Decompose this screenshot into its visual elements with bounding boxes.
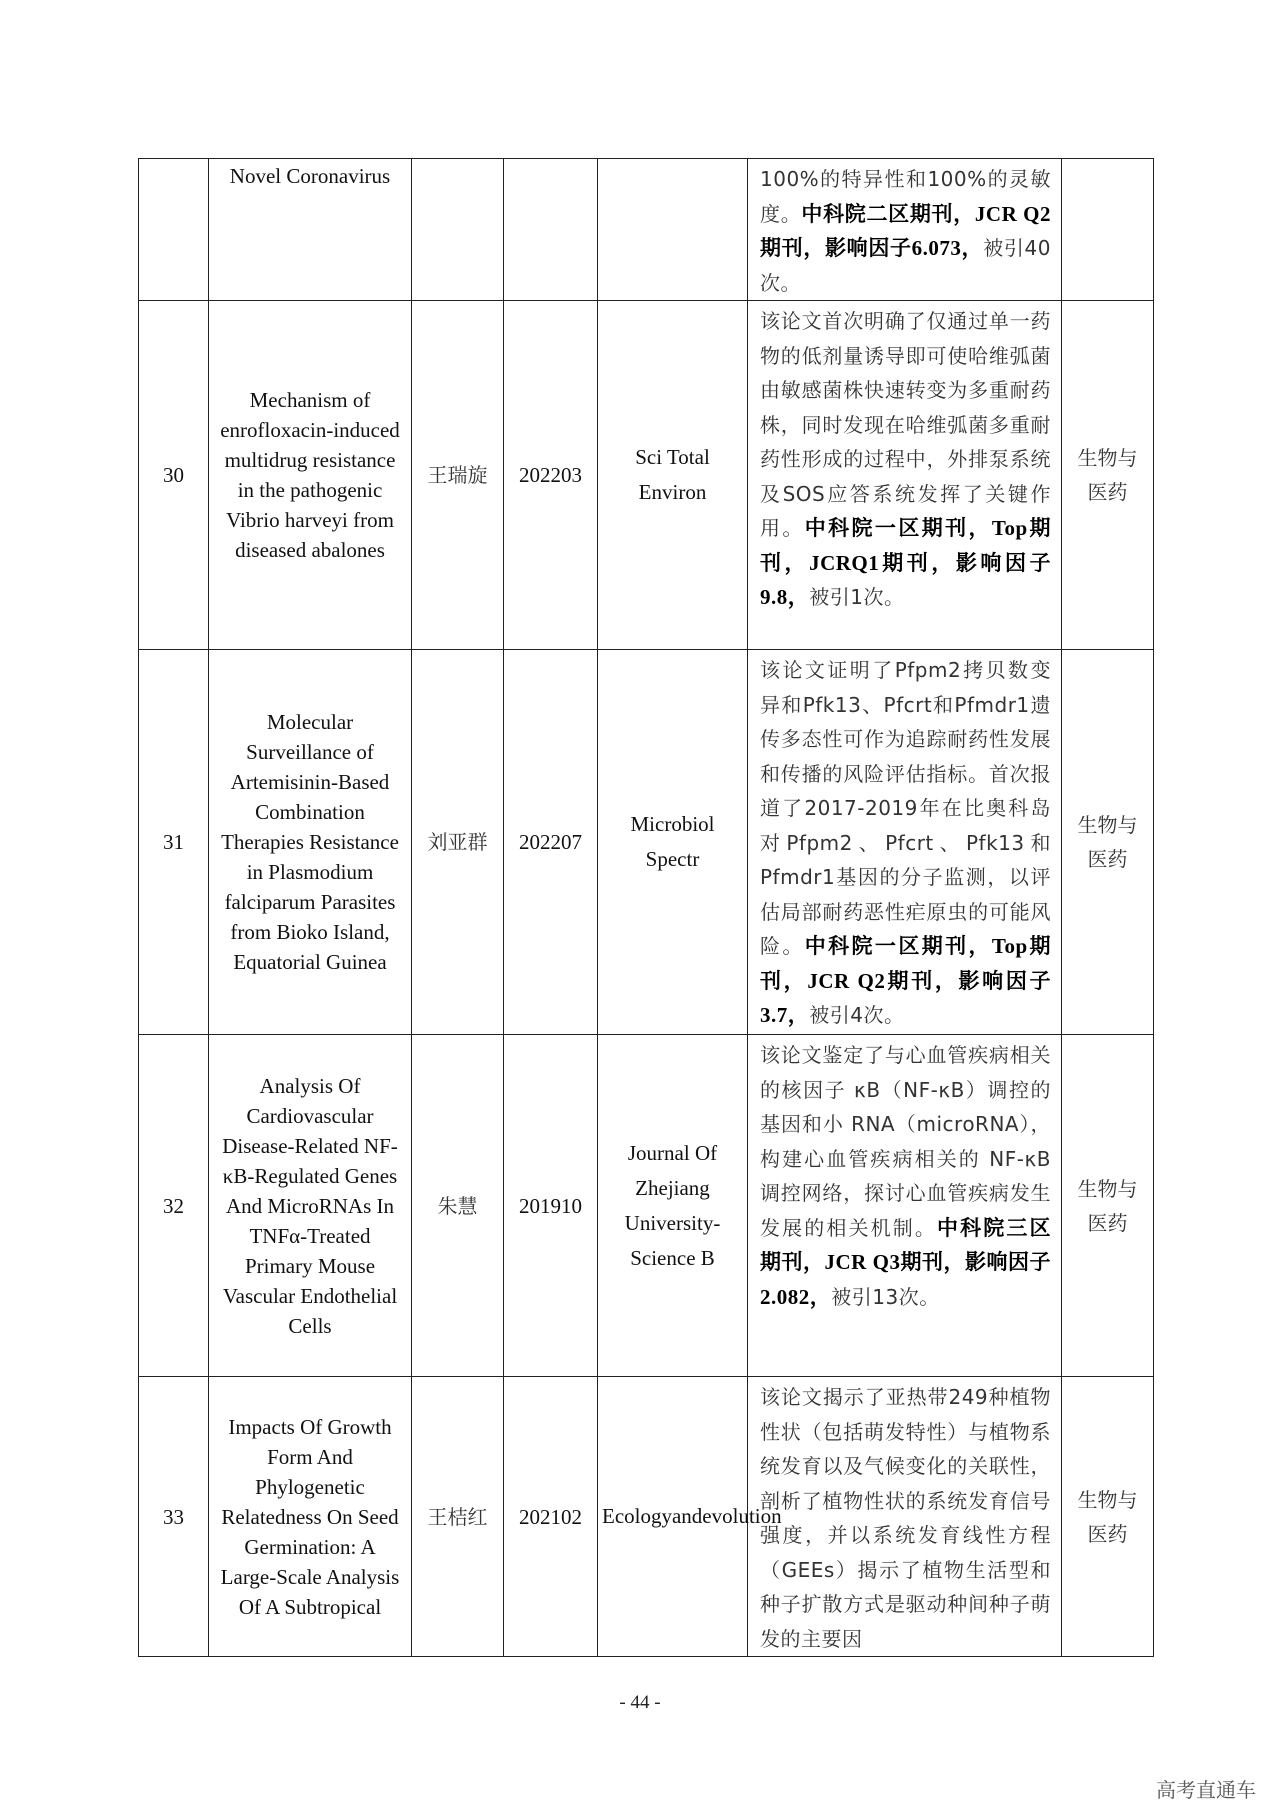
category	[1062, 159, 1154, 301]
journal: Ecologyandevolution	[598, 1377, 748, 1657]
journal: Sci Total Environ	[598, 301, 748, 650]
publish-date: 201910	[504, 1035, 598, 1377]
category: 生物与医药	[1062, 301, 1154, 650]
author: 王桔红	[412, 1377, 504, 1657]
journal	[598, 159, 748, 301]
page-number: - 44 -	[619, 1692, 661, 1713]
description-highlight: 中科院二区期刊，JCR Q2期刊，影响因子6.073，	[760, 201, 1052, 260]
description	[748, 650, 1062, 1035]
description-highlight: 中科院一区期刊，Top期刊，JCRQ1期刊，影响因子9.8，	[760, 516, 1052, 609]
publish-date: 202203	[504, 301, 598, 650]
row-number: 31	[139, 650, 209, 1035]
description-text: 该论文证明了Pfpm2拷贝数变异和Pfk13、Pfcrt和Pfmdr1遗传多态性可作为追踪耐药性发展和传播的风险评估指标。首次报道了2017-2019年在比奥科岛对Pfpm2、Pfcrt、Pfk13和Pfmdr1基因的分子监测，以评估局部耐药恶性疟原虫的可能风险。	[760, 658, 1051, 958]
journal: Microbiol Spectr	[598, 650, 748, 1035]
paper-title: Molecular Surveillance of Artemisinin-Based Combination Therapies Resistance in Plasmodium falciparum Parasites from Bioko Island, Equatorial Guinea	[209, 650, 412, 1035]
publish-date: 202207	[504, 650, 598, 1035]
category: 生物与医药	[1062, 1035, 1154, 1377]
table-row	[139, 650, 1154, 1035]
table-row	[139, 1035, 1154, 1377]
paper-title: Mechanism of enrofloxacin-induced multidrug resistance in the pathogenic Vibrio harveyi from diseased abalones	[209, 301, 412, 650]
publish-date: 202102	[504, 1377, 598, 1657]
description	[748, 1035, 1062, 1377]
row-number: 33	[139, 1377, 209, 1657]
description-citations: 被引4次。	[809, 1003, 905, 1027]
description	[748, 301, 1062, 650]
author: 朱慧	[412, 1035, 504, 1377]
author: 刘亚群	[412, 650, 504, 1035]
description-highlight: 中科院一区期刊，Top期刊，JCR Q2期刊，影响因子3.7，	[760, 934, 1052, 1027]
description-text: 该论文揭示了亚热带249种植物性状（包括萌发特性）与植物系统发育以及气候变化的关联性，剖析了植物性状的系统发育信号强度，并以系统发育线性方程（GEEs）揭示了植物生活型和种子扩散方式是驱动种间种子萌发的主要因	[760, 1385, 1051, 1651]
author: 王瑞旋	[412, 301, 504, 650]
description	[748, 1377, 1062, 1657]
description-text: 该论文首次明确了仅通过单一药物的低剂量诱导即可使哈维弧菌由敏感菌株快速转变为多重耐药株，同时发现在哈维弧菌多重耐药性形成的过程中，外排泵系统及SOS应答系统发挥了关键作用。	[760, 309, 1051, 540]
description-citations: 被引40次。	[760, 236, 1052, 295]
journal: Journal Of Zhejiang University-Science B	[598, 1035, 748, 1377]
description	[748, 159, 1062, 301]
description-citations: 被引13次。	[831, 1284, 940, 1309]
row-number: 32	[139, 1035, 209, 1377]
table-row	[139, 159, 1154, 301]
description-text: 100%的特异性和100%的灵敏度。	[760, 167, 1051, 226]
row-number: 30	[139, 301, 209, 650]
description-citations: 被引1次。	[809, 585, 905, 609]
paper-title: Analysis Of Cardiovascular Disease-Related NF-κB-Regulated Genes And MicroRNAs In TNFα-Treated Primary Mouse Vascular Endothelial Cells	[209, 1035, 412, 1377]
table-row	[139, 1377, 1154, 1657]
category: 生物与医药	[1062, 650, 1154, 1035]
table-row	[139, 301, 1154, 650]
row-number	[139, 159, 209, 301]
category: 生物与医药	[1062, 1377, 1154, 1657]
author	[412, 159, 504, 301]
achievements-table	[138, 158, 1154, 1657]
paper-title: Novel Coronavirus	[209, 159, 412, 301]
description-text: 该论文鉴定了与心血管疾病相关的核因子 κB（NF-κB）调控的基因和小 RNA（microRNA），构建心血管疾病相关的 NF-κB 调控网络，探讨心血管疾病发生发展的相关机制。	[760, 1043, 1051, 1240]
description-highlight: 中科院三区期刊，JCR Q3期刊，影响因子2.082，	[760, 1215, 1051, 1309]
watermark: 高考直通车	[1156, 1778, 1256, 1802]
paper-title: Impacts Of Growth Form And Phylogenetic Relatedness On Seed Germination: A Large-Scale Analysis Of A Subtropical	[209, 1377, 412, 1657]
publish-date	[504, 159, 598, 301]
